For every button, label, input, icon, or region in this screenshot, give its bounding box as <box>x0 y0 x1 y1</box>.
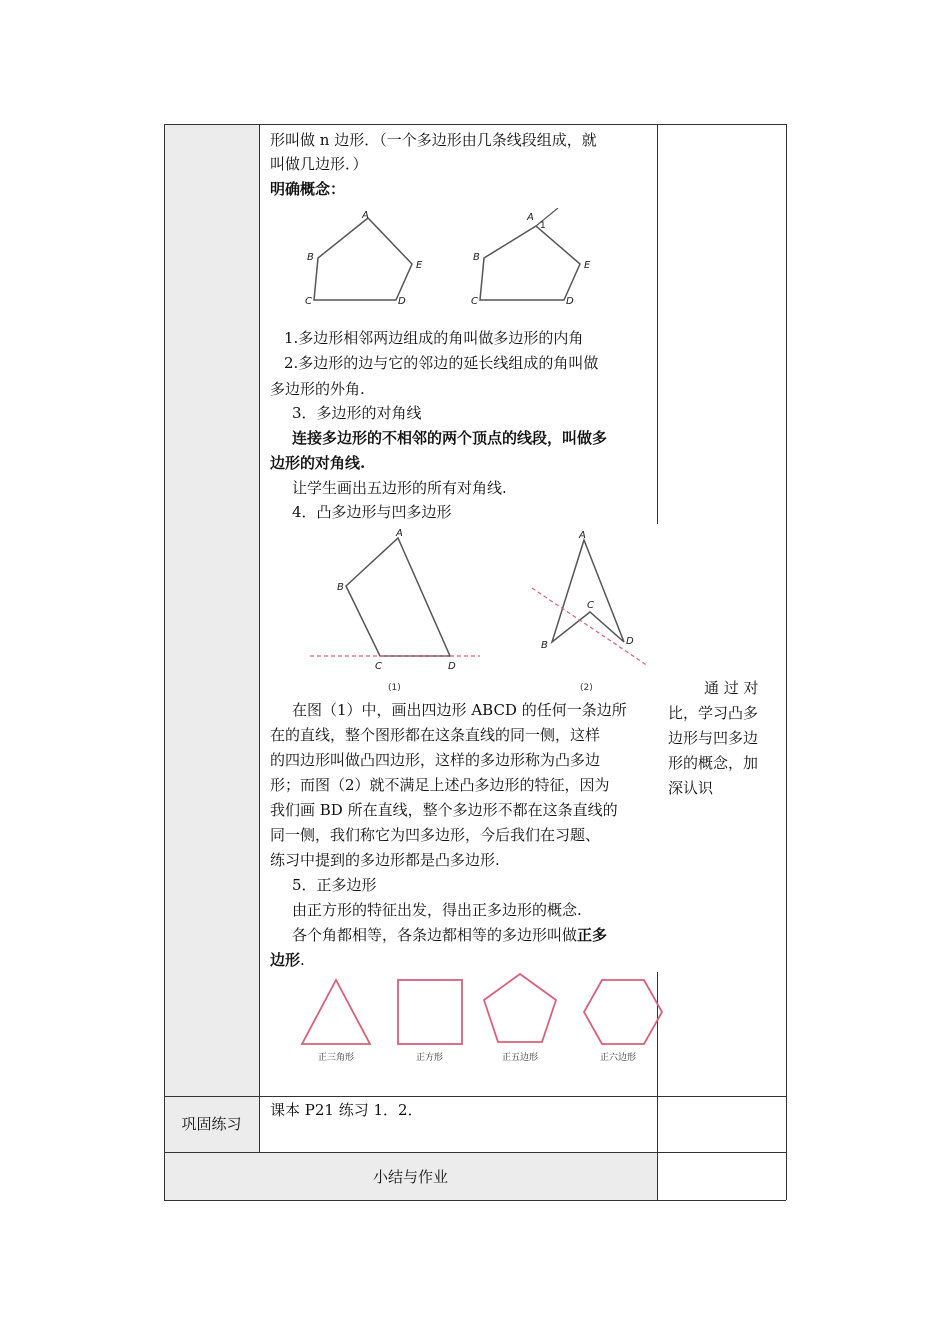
text-line: 由正方形的特征出发，得出正多边形的概念. <box>292 901 582 919</box>
text-line: 多边形的外角. <box>270 380 365 398</box>
vertex-label: A <box>527 212 534 223</box>
term-regular-polygon: 边形 <box>270 951 301 969</box>
shape-caption: 正五边形 <box>502 1053 539 1063</box>
table-border <box>786 124 787 1200</box>
note-line: 通 过 对 <box>704 679 759 697</box>
table-border <box>164 1200 786 1201</box>
text-line: 1.多边形相邻两边组成的角叫做多边形的内角 <box>284 329 584 347</box>
vertex-label: A <box>362 210 369 221</box>
text-line: 形叫做 n 边形．（一个多边形由几条线段组成，就 <box>270 131 597 149</box>
vertex-label: B <box>473 252 480 263</box>
text-line <box>292 923 607 947</box>
section-heading: 明确概念： <box>270 180 346 198</box>
summary-label: 小结与作业 <box>372 1168 448 1186</box>
table-border <box>164 124 786 125</box>
text-line: 我们画 BD 所在直线，整个多边形不都在这条直线的 <box>270 801 618 819</box>
text-line: 在图（1）中，画出四边形 ABCD 的任何一条边所 <box>292 701 627 719</box>
definition-text: 边形的对角线. <box>270 454 366 472</box>
note-line: 形的概念，加 <box>668 754 759 772</box>
figure-caption: (1) <box>388 683 401 693</box>
vertex-label: B <box>307 252 314 263</box>
figure-caption: (2) <box>580 683 593 693</box>
text-line: 让学生画出五边形的所有对角线. <box>292 479 507 497</box>
text-line <box>270 948 305 972</box>
hexagon-shape <box>584 980 662 1044</box>
vertex-label: C <box>471 296 478 307</box>
concave-quadrilateral <box>552 540 624 642</box>
text-line: 形；而图（2）就不满足上述凸多边形的特征，因为 <box>270 776 610 794</box>
text-line: 5．正多边形 <box>292 876 377 894</box>
text-line: 练习中提到的多边形都是凸多边形. <box>270 851 500 869</box>
pentagon-shape <box>314 218 412 300</box>
vertex-label: B <box>541 640 548 651</box>
practice-content: 课本 P21 练习 1．2． <box>270 1101 423 1119</box>
text-run: . <box>300 951 305 969</box>
vertex-label: D <box>626 636 634 647</box>
vertex-label: A <box>579 530 586 541</box>
table-border <box>164 124 165 1200</box>
definition-text: 连接多边形的不相邻的两个顶点的线段，叫做多 <box>292 429 608 447</box>
text-line: 在的直线，整个图形都在这条直线的同一侧，这样 <box>270 726 601 744</box>
pentagon-shape <box>484 974 556 1042</box>
pentagon-figures <box>300 208 630 308</box>
vertex-label: D <box>566 296 574 307</box>
text-line: 同一侧，我们称它为凹多边形，今后我们在习题、 <box>270 826 601 844</box>
note-line: 比，学习凸多 <box>668 704 759 722</box>
practice-label: 巩固练习 <box>181 1115 242 1133</box>
term-regular-polygon: 正多 <box>577 926 608 944</box>
convex-quadrilateral <box>346 538 450 656</box>
left-gray-cell <box>164 124 259 1152</box>
note-line: 深认识 <box>668 779 714 797</box>
convex-concave-figures <box>300 526 660 696</box>
table-border <box>657 124 658 524</box>
angle-label: 1 <box>540 221 546 231</box>
text-line: 2.多边形的边与它的邻边的延长线组成的角叫做 <box>284 354 599 372</box>
regular-polygon-figures <box>290 972 670 1072</box>
table-border <box>164 1152 786 1153</box>
vertex-label: B <box>337 582 344 593</box>
shape-caption: 正六边形 <box>600 1053 637 1063</box>
vertex-label: A <box>396 528 403 539</box>
text-line: 4．凸多边形与凹多边形 <box>292 503 452 521</box>
pentagon-shape <box>480 226 580 300</box>
text-line: 叫做几边形．） <box>270 155 368 173</box>
text-line: 的四边形叫做凸四边形，这样的多边形称为凸多边 <box>270 751 601 769</box>
table-border <box>164 1096 786 1097</box>
vertex-label: C <box>375 661 382 672</box>
shape-caption: 正三角形 <box>318 1053 355 1063</box>
note-line: 边形与凹多边 <box>668 729 759 747</box>
shape-caption: 正方形 <box>416 1053 444 1063</box>
triangle-shape <box>302 980 370 1044</box>
text-line: 3．多边形的对角线 <box>292 404 422 422</box>
vertex-label: E <box>416 260 423 271</box>
table-border <box>259 124 260 1152</box>
vertex-label: C <box>587 600 594 611</box>
vertex-label: D <box>448 661 456 672</box>
vertex-label: E <box>584 260 591 271</box>
square-shape <box>398 980 462 1044</box>
text-run: 各个角都相等，各条边都相等的多边形叫做 <box>292 926 578 944</box>
vertex-label: D <box>398 296 406 307</box>
vertex-label: C <box>305 296 312 307</box>
